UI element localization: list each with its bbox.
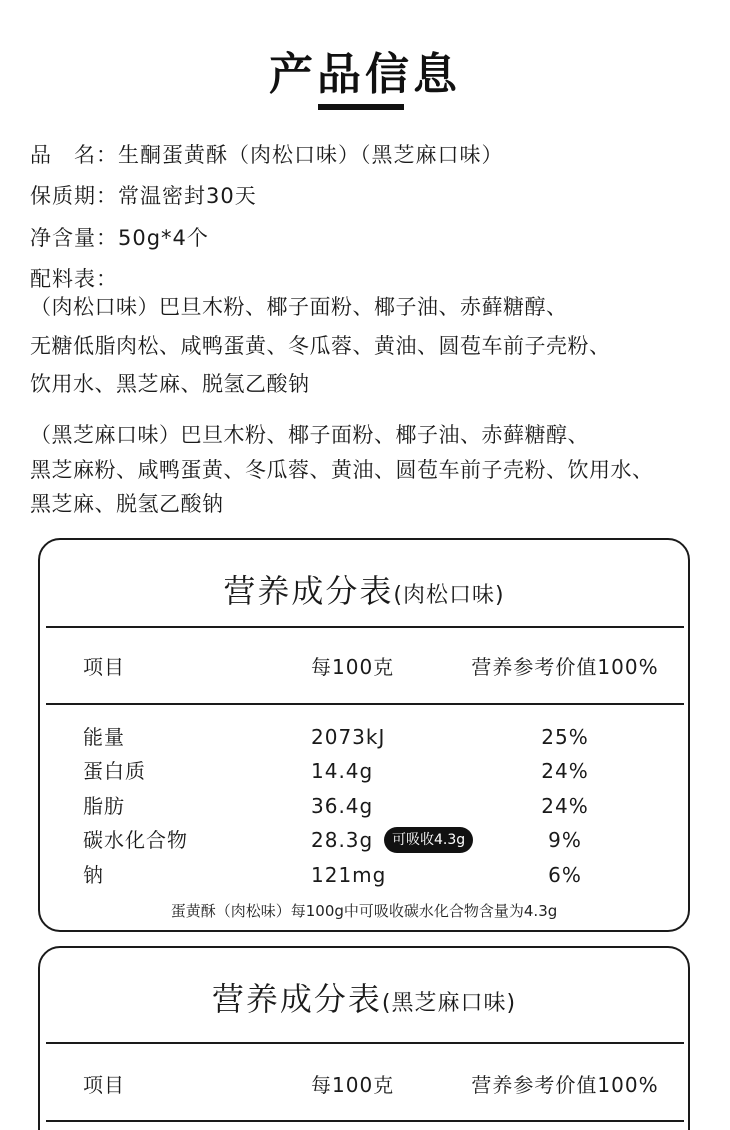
row-nrv: 25% [541, 725, 589, 749]
divider [46, 1042, 684, 1044]
nutrition-table-title [40, 566, 688, 612]
row-nrv: 9% [548, 828, 582, 852]
ingredients-b-line-1: （黑芝麻口味）巴旦木粉、椰子面粉、椰子油、赤藓糖醇、 [30, 423, 589, 447]
row-item: 能量 [83, 725, 125, 749]
header-nrv: 营养参考价值100% [471, 1073, 659, 1097]
header-nrv: 营养参考价值100% [471, 655, 659, 679]
ingredients-a-line-3: 饮用水、黑芝麻、脱氢乙酸钠 [30, 372, 310, 396]
net-content-value: 50g*4个 [118, 226, 209, 250]
shelf-life-line [30, 181, 257, 211]
nutrition-table-title [40, 974, 688, 1020]
header-item: 项目 [83, 1073, 125, 1097]
page-title: 产品信息 [269, 49, 461, 100]
header-item: 项目 [83, 655, 125, 679]
product-name-line [30, 140, 504, 170]
header-per100: 每100克 [311, 655, 395, 679]
product-name-value: 生酮蛋黄酥（肉松口味）（黑芝麻口味） [118, 143, 504, 167]
product-name-label: 品 名： [30, 143, 118, 167]
row-per100: 28.3g [311, 828, 374, 852]
ingredients-a-line-1: （肉松口味）巴旦木粉、椰子面粉、椰子油、赤藓糖醇、 [30, 295, 568, 319]
divider [46, 1120, 684, 1122]
nutrition-title-main: 营养成分表 [211, 980, 382, 1018]
row-per100: 2073kJ [311, 725, 386, 749]
table-row [40, 720, 688, 754]
divider [46, 626, 684, 628]
net-content-label: 净含量： [30, 226, 118, 250]
ingredients-b-line-2: 黑芝麻粉、咸鸭蛋黄、冬瓜蓉、黄油、圆苞车前子壳粉、饮用水、 [30, 458, 654, 482]
ingredients-label: 配料表： [30, 267, 118, 291]
nutrition-table-sesame [38, 946, 690, 1130]
nutrition-title-flavor: (黑芝麻口味) [381, 991, 517, 1016]
row-per100: 14.4g [311, 759, 374, 783]
header-per100: 每100克 [311, 1073, 395, 1097]
row-per100: 36.4g [311, 794, 374, 818]
table-row [40, 823, 688, 857]
absorbable-carb-badge: 可吸收4.3g [384, 827, 473, 853]
table-row [40, 789, 688, 823]
row-item: 钠 [83, 863, 104, 887]
nutrition-title-main: 营养成分表 [223, 572, 394, 610]
row-item: 脂肪 [83, 794, 125, 818]
table-row [40, 754, 688, 788]
net-content-line [30, 223, 209, 253]
row-item: 碳水化合物 [83, 828, 188, 852]
table-header-row [40, 1068, 688, 1102]
nutrition-title-flavor: (肉松口味) [393, 583, 505, 608]
title-underline [318, 104, 404, 110]
row-per100: 121mg [311, 863, 387, 887]
table-row [40, 858, 688, 892]
shelf-life-label: 保质期： [30, 184, 118, 208]
nutrition-footnote: 蛋黄酥（肉松味）每100g中可吸收碳水化合物含量为4.3g [170, 902, 558, 920]
table-header-row [40, 650, 688, 684]
ingredients-a-line-2: 无糖低脂肉松、咸鸭蛋黄、冬瓜蓉、黄油、圆苞车前子壳粉、 [30, 334, 611, 358]
row-nrv: 6% [548, 863, 582, 887]
nutrition-table-rousong [38, 538, 690, 932]
row-item: 蛋白质 [83, 759, 146, 783]
ingredients-b-line-3: 黑芝麻、脱氢乙酸钠 [30, 492, 224, 516]
shelf-life-value: 常温密封30天 [118, 184, 257, 208]
row-nrv: 24% [541, 794, 589, 818]
divider [46, 703, 684, 705]
row-nrv: 24% [541, 759, 589, 783]
